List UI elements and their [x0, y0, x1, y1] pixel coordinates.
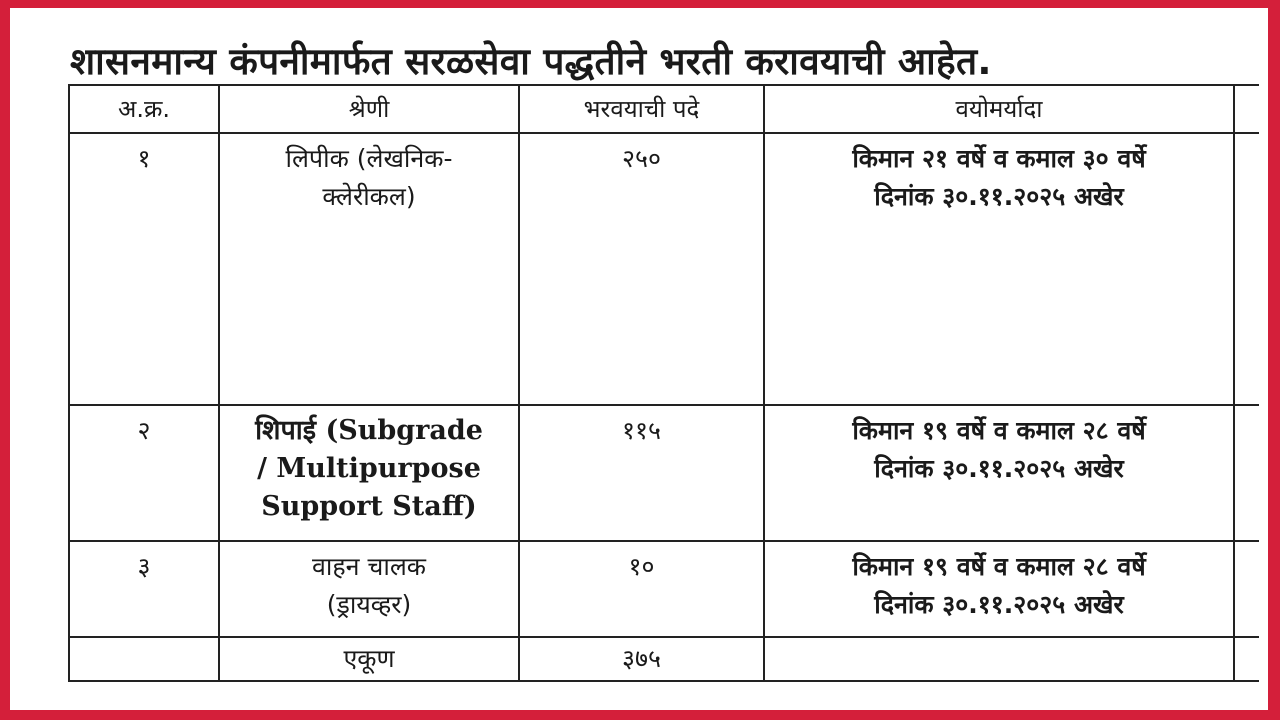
age-date-line: दिनांक ३०.११.२०२५ अखेर — [874, 590, 1124, 619]
age-date-line: दिनांक ३०.११.२०२५ अखेर — [874, 454, 1124, 483]
category-line: / Multipurpose — [257, 453, 481, 484]
serial-cell: २ — [69, 405, 219, 541]
total-label: एकूण — [219, 637, 519, 681]
posts-cell: ११५ — [519, 405, 764, 541]
age-limit-line: किमान १९ वर्षे व कमाल २८ वर्षे — [852, 416, 1146, 445]
header-posts: भरवयाची पदे — [519, 85, 764, 133]
extra-cell — [1234, 637, 1259, 681]
age-limit-cell — [764, 405, 1234, 541]
total-posts-cell: ३७५ — [519, 637, 764, 681]
age-limit-cell — [764, 133, 1234, 405]
serial-cell: १ — [69, 133, 219, 405]
extra-cell — [1234, 541, 1259, 637]
age-date-line: दिनांक ३०.११.२०२५ अखेर — [874, 182, 1124, 211]
category-cell — [219, 405, 519, 541]
table-row — [69, 405, 1259, 541]
posts-cell: २५० — [519, 133, 764, 405]
header-category: श्रेणी — [219, 85, 519, 133]
header-age-limit: वयोमर्यादा — [764, 85, 1234, 133]
category-line: लिपीक (लेखनिक- — [285, 144, 453, 173]
category-line: शिपाई (Subgrade — [255, 415, 483, 446]
serial-cell: ३ — [69, 541, 219, 637]
table-row — [69, 541, 1259, 637]
serial-cell-empty — [69, 637, 219, 681]
age-limit-line: किमान २१ वर्षे व कमाल ३० वर्षे — [852, 144, 1146, 173]
category-cell — [219, 133, 519, 405]
category-cell — [219, 541, 519, 637]
table-row — [69, 133, 1259, 405]
header-extra-column — [1234, 85, 1259, 133]
category-line: वाहन चालक — [312, 552, 426, 581]
total-row — [69, 637, 1259, 681]
table-header-row — [69, 85, 1259, 133]
category-line: क्लेरीकल) — [322, 182, 416, 211]
posts-cell: १० — [519, 541, 764, 637]
age-limit-cell — [764, 541, 1234, 637]
header-serial: अ.क्र. — [69, 85, 219, 133]
page-title: शासनमान्य कंपनीमार्फत सरळसेवा पद्धतीने भरती करावयाची आहेत. — [70, 40, 992, 83]
extra-cell — [1234, 405, 1259, 541]
age-limit-line: किमान १९ वर्षे व कमाल २८ वर्षे — [852, 552, 1146, 581]
recruitment-table — [68, 84, 1259, 682]
document-frame — [10, 8, 1268, 710]
category-line: (ड्रायव्हर) — [326, 590, 412, 619]
category-line: Support Staff) — [261, 491, 477, 522]
age-limit-cell-empty — [764, 637, 1234, 681]
extra-cell — [1234, 133, 1259, 405]
